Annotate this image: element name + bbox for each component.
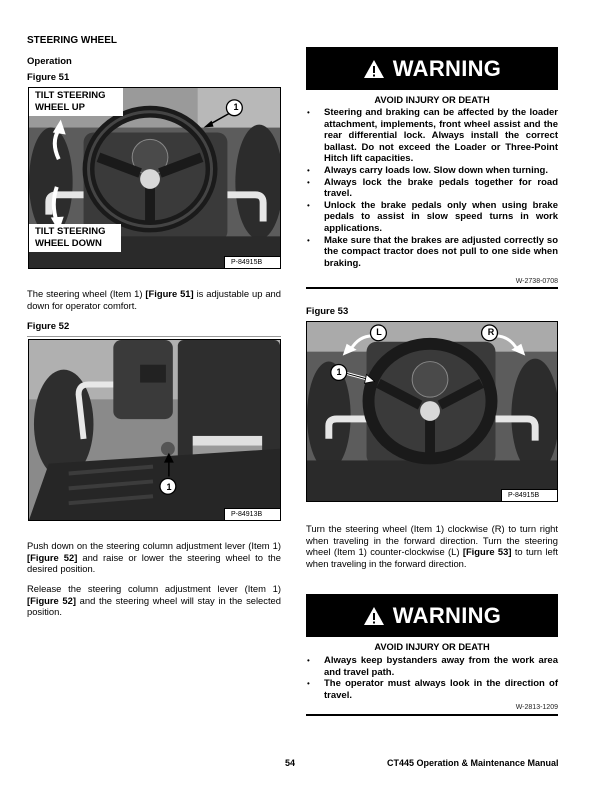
warning-item: • Steering and braking can be affected by the loader attachment, implements, front wheel assist and the rear differential lock. Always install the correct ballast. Do not exceed the Loader or Three-Point Hitch lift capacities. bbox=[306, 107, 558, 165]
section-title: STEERING WHEEL bbox=[27, 35, 118, 46]
warning-heading-2: AVOID INJURY OR DEATH bbox=[374, 642, 490, 652]
warning-triangle-icon bbox=[363, 606, 385, 626]
callout-tilt-down: TILT STEERING WHEEL DOWN bbox=[29, 224, 121, 252]
warning-rule bbox=[306, 287, 558, 289]
item-1-marker: 1 bbox=[166, 482, 172, 492]
paragraph-turn-direction: Turn the steering wheel (Item 1) clockwise (R) to turn right when traveling in the forward direction. Turn the steering wheel (Item 1) counter-clockwise (L) [Figure 53] to turn left when traveling in the forward direction. bbox=[306, 523, 558, 569]
figure-51-id: P-84915B bbox=[224, 256, 280, 268]
figure-51-image bbox=[28, 87, 281, 269]
page-number: 54 bbox=[285, 758, 296, 768]
warning-code-2: W-2813-1209 bbox=[515, 704, 558, 711]
figure-53-id: P-84915B bbox=[501, 489, 557, 501]
warning-item: • Always lock the brake pedals together for road travel. bbox=[306, 177, 558, 200]
figure-52-id: P-84913B bbox=[224, 508, 280, 520]
warning-item: • The operator must always look in the direction of travel. bbox=[306, 678, 558, 701]
warning-item: • Always keep bystanders away from the work area and travel path. bbox=[306, 655, 558, 678]
item-1-marker: 1 bbox=[233, 102, 239, 112]
steering-direction-photo bbox=[307, 322, 557, 501]
warning-title: WARNING bbox=[392, 602, 502, 628]
paragraph-push-down: Push down on the steering column adjustment lever (Item 1) [Figure 52] and raise or lower the steering wheel to the desired position. bbox=[27, 540, 281, 575]
paragraph-adjustable: The steering wheel (Item 1) [Figure 51] is adjustable up and down for operator comfort. bbox=[27, 288, 281, 311]
warning-item: • Make sure that the brakes are adjusted correctly so the compact tractor does not pull to one side when braking. bbox=[306, 235, 558, 270]
warning-triangle-icon bbox=[363, 59, 385, 79]
warning-item: • Always carry loads low. Slow down when turning. bbox=[306, 165, 558, 177]
warning-list-1 bbox=[306, 107, 558, 269]
divider bbox=[27, 336, 281, 337]
callout-tilt-up: TILT STEERING WHEEL UP bbox=[29, 88, 123, 116]
warning-list-2 bbox=[306, 655, 558, 701]
figure-53-image bbox=[306, 321, 558, 502]
item-1-marker: 1 bbox=[336, 367, 342, 377]
subsection-title: Operation bbox=[27, 56, 72, 67]
warning-code-1: W-2738-0708 bbox=[515, 278, 558, 285]
warning-rule bbox=[306, 714, 558, 716]
warning-banner-2 bbox=[306, 594, 558, 637]
warning-heading-1: AVOID INJURY OR DEATH bbox=[374, 95, 490, 105]
figure-51-label: Figure 51 bbox=[27, 72, 70, 83]
manual-title: CT445 Operation & Maintenance Manual bbox=[387, 758, 559, 768]
warning-banner-1 bbox=[306, 47, 558, 90]
warning-title: WARNING bbox=[392, 55, 502, 81]
paragraph-release: Release the steering column adjustment lever (Item 1) [Figure 52] and the steering wheel will stay in the selected position. bbox=[27, 583, 281, 618]
figure-52-label: Figure 52 bbox=[27, 321, 70, 332]
marker-right: R bbox=[487, 327, 495, 337]
warning-item: • Unlock the brake pedals only when using brake pedals to assist in slow speed turns in work applications. bbox=[306, 200, 558, 235]
figure-53-label: Figure 53 bbox=[306, 306, 349, 317]
figure-52-image bbox=[28, 339, 281, 521]
marker-left: L bbox=[376, 327, 382, 337]
adjustment-lever-photo bbox=[29, 340, 280, 520]
